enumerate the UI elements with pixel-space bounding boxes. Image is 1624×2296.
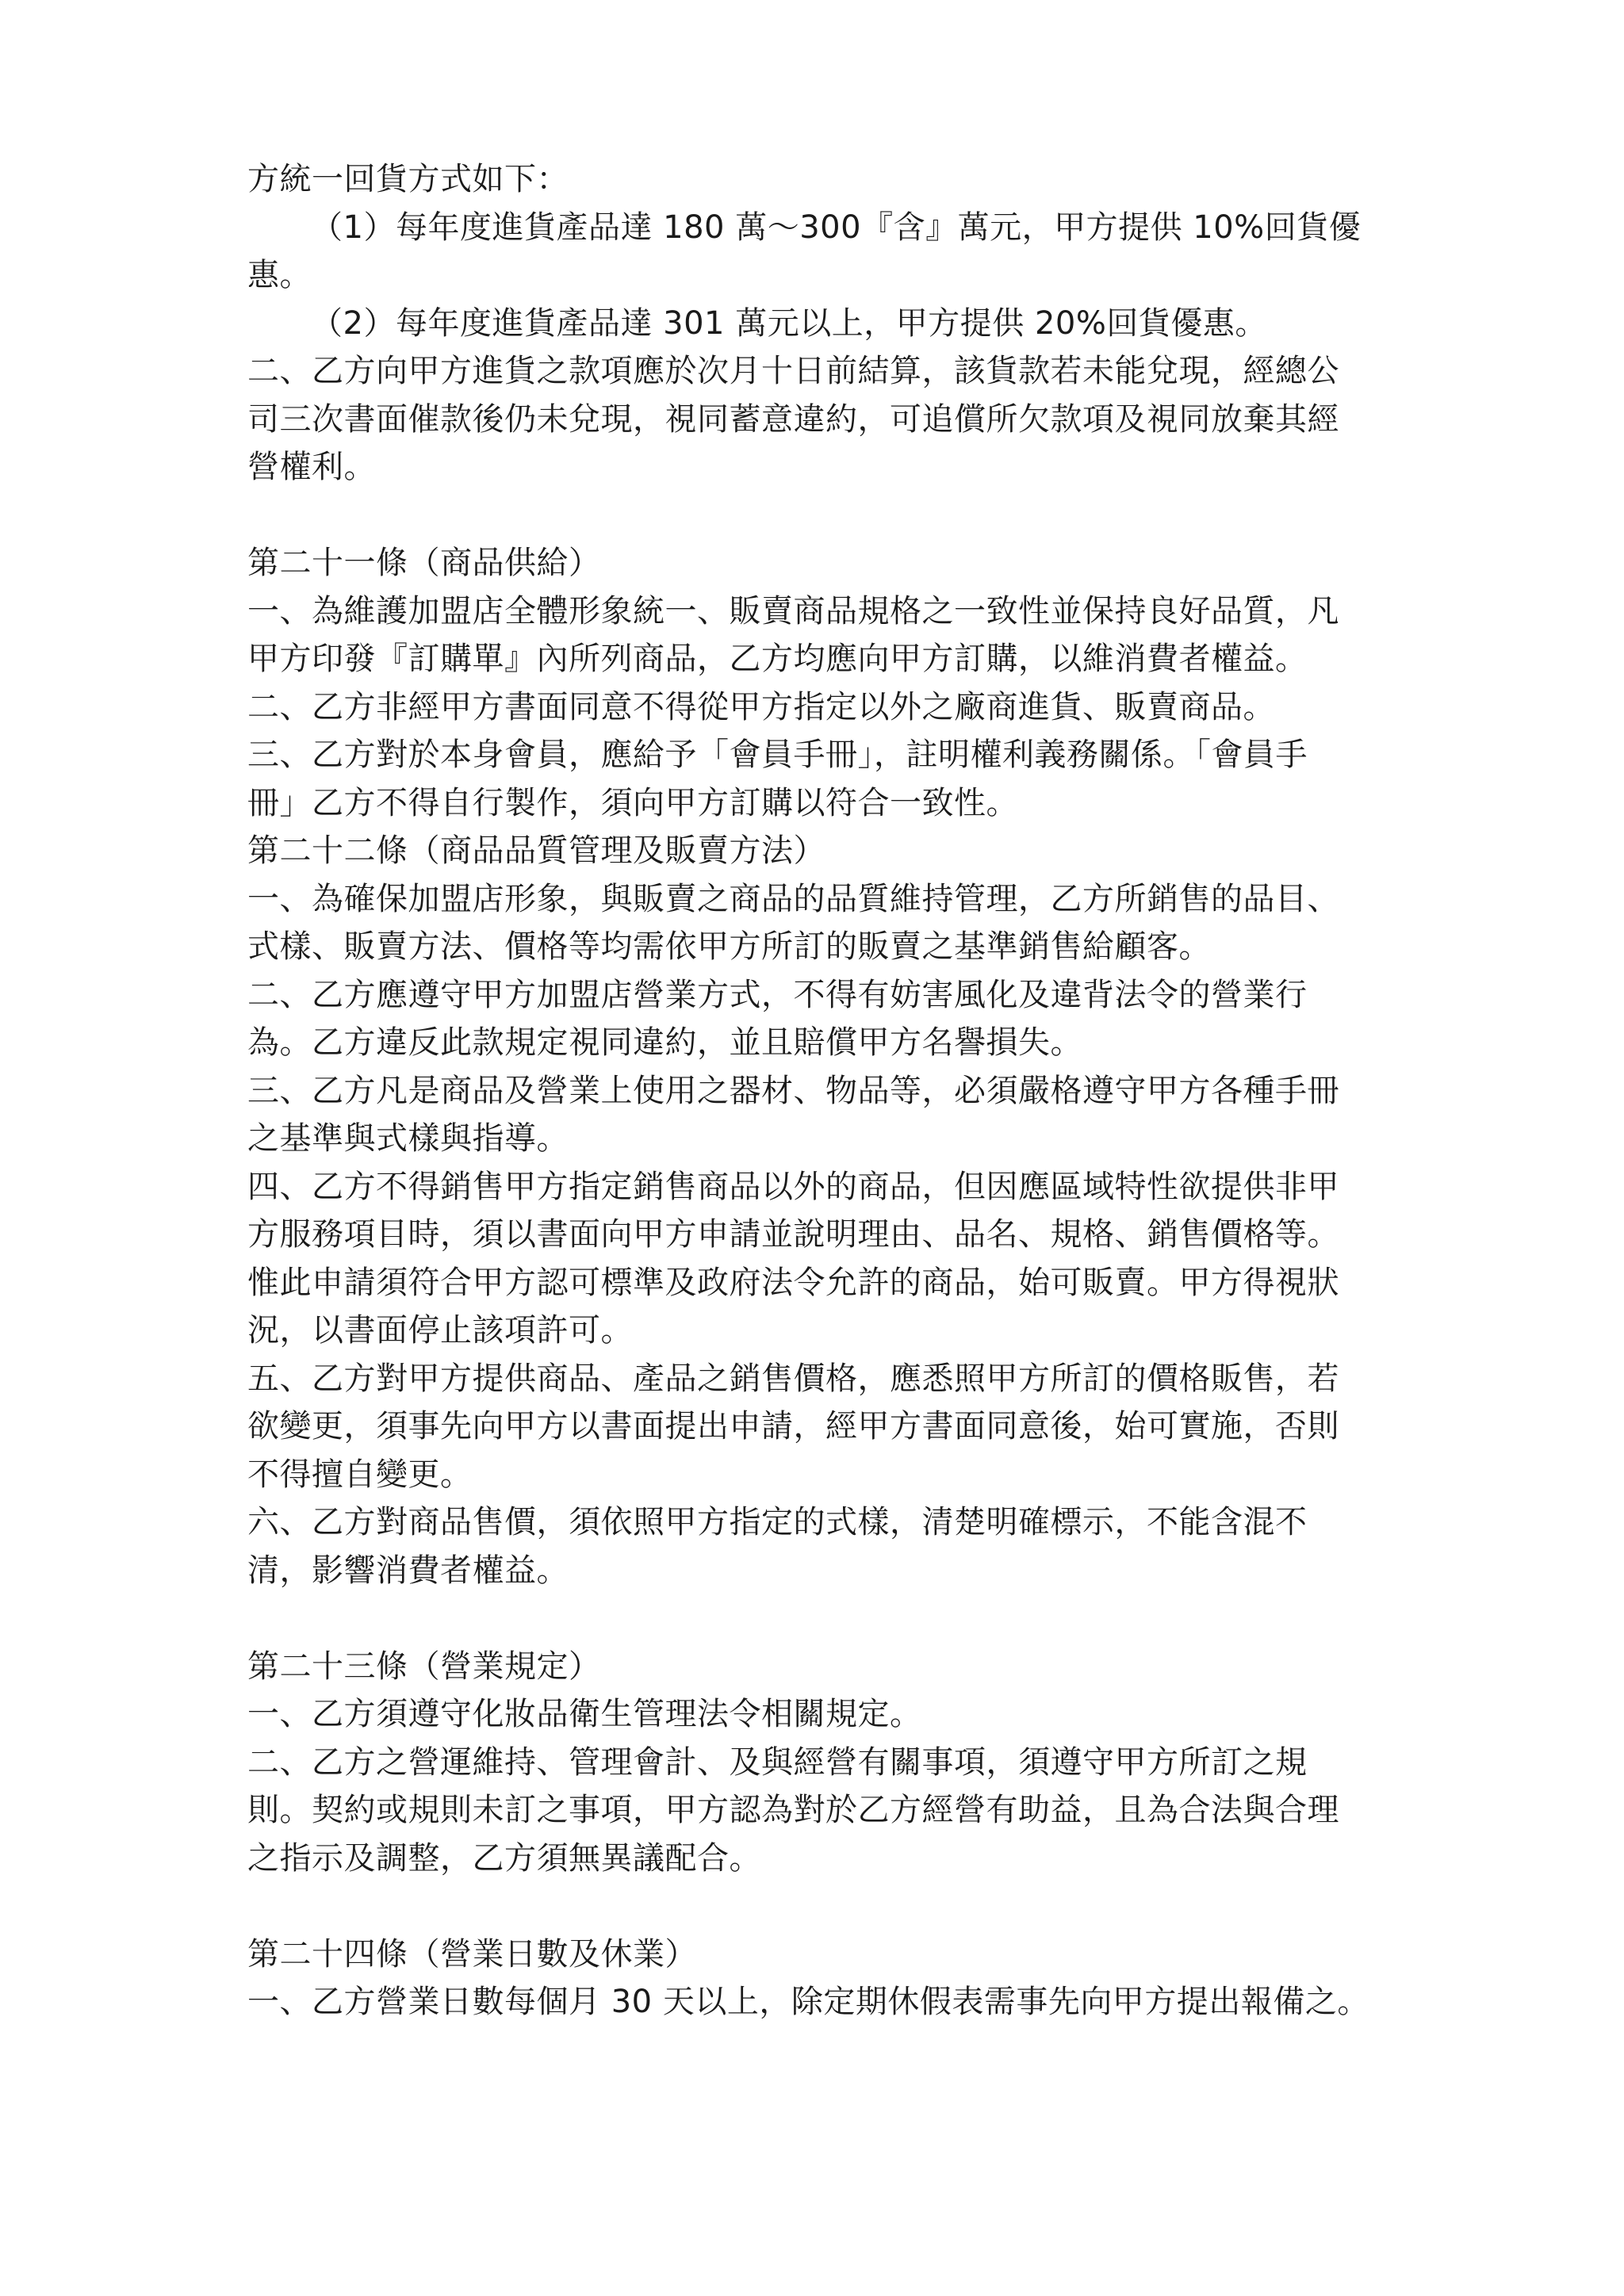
- text-line: 三、乙方對於本身會員，應給予「會員手冊」，註明權利義務關係。「會員手: [247, 737, 1308, 773]
- document-page: [247, 155, 1389, 2026]
- text-line: 五、乙方對甲方提供商品、產品之銷售價格，應悉照甲方所訂的價格販售，若: [247, 1360, 1339, 1397]
- text-line: 一、乙方營業日數每個月 30 天以上，除定期休假表需事先向甲方提出報備之。: [247, 1984, 1369, 2020]
- text-line: 方服務項目時，須以書面向甲方申請並說明理由、品名、規格、銷售價格等。: [247, 1216, 1339, 1253]
- text-line: 方統一回貨方式如下：: [247, 161, 569, 197]
- text-line: 清，影響消費者權益。: [247, 1552, 569, 1589]
- blank-line: [247, 492, 1389, 540]
- text-line: 二、乙方應遵守甲方加盟店營業方式，不得有妨害風化及違背法令的營業行: [247, 976, 1308, 1013]
- blank-line: [247, 1594, 1389, 1643]
- text-line: 不得擅自變更。: [247, 1456, 473, 1493]
- text-line: 三、乙方凡是商品及營業上使用之器材、物品等，必須嚴格遵守甲方各種手冊: [247, 1072, 1339, 1109]
- text-line: 為。乙方違反此款規定視同違約，並且賠償甲方名譽損失。: [247, 1024, 1082, 1061]
- text-line: 況，以書面停止該項許可。: [247, 1312, 633, 1349]
- article-heading: 第二十一條（商品供給）: [247, 545, 601, 581]
- text-line: 二、乙方之營運維持、管理會計、及與經營有關事項，須遵守甲方所訂之規: [247, 1743, 1308, 1781]
- text-line: 六、乙方對商品售價，須依照甲方指定的式樣，清楚明確標示，不能含混不: [247, 1504, 1308, 1540]
- text-line: 一、為確保加盟店形象，與販賣之商品的品質維持管理，乙方所銷售的品目、: [247, 880, 1339, 917]
- text-line: 甲方印發『訂購單』內所列商品，乙方均應向甲方訂購，以維消費者權益。: [247, 641, 1308, 677]
- text-line: 冊」乙方不得自行製作，須向甲方訂購以符合一致性。: [247, 784, 1018, 821]
- text-line: 司三次書面催款後仍未兌現，視同蓄意違約，可追償所欠款項及視同放棄其經: [247, 400, 1339, 438]
- text-line: 式樣、販賣方法、價格等均需依甲方所訂的販賣之基準銷售給顧客。: [247, 928, 1211, 965]
- text-line: （2）每年度進貨產品達 301 萬元以上，甲方提供 20%回貨優惠。: [311, 304, 1267, 342]
- text-line: 惠。: [247, 257, 312, 293]
- text-line: （1）每年度進貨產品達 180 萬～300『含』萬元，甲方提供 10%回貨優: [311, 209, 1362, 246]
- article-heading: 第二十三條（營業規定）: [247, 1647, 601, 1685]
- text-line: 則。契約或規則未訂之事項，甲方認為對於乙方經營有助益，且為合法與合理: [247, 1792, 1339, 1828]
- text-line: 之指示及調整，乙方須無異議配合。: [247, 1839, 761, 1877]
- text-line: 一、為維護加盟店全體形象統一、販賣商品規格之一致性並保持良好品質，凡: [247, 592, 1339, 629]
- text-line: 一、乙方須遵守化妝品衛生管理法令相關規定。: [247, 1696, 922, 1732]
- text-line: 四、乙方不得銷售甲方指定銷售商品以外的商品，但因應區域特性欲提供非甲: [247, 1168, 1339, 1205]
- text-line: 惟此申請須符合甲方認可標準及政府法令允許的商品，始可販賣。甲方得視狀: [247, 1264, 1339, 1301]
- article-heading: 第二十二條（商品品質管理及販賣方法）: [247, 832, 825, 869]
- text-line: 營權利。: [247, 449, 376, 485]
- text-line: 之基準與式樣與指導。: [247, 1120, 569, 1157]
- article-heading: 第二十四條（營業日數及休業）: [247, 1935, 697, 1973]
- blank-line: [247, 1882, 1389, 1931]
- text-line: 欲變更，須事先向甲方以書面提出申請，經甲方書面同意後，始可實施，否則: [247, 1408, 1339, 1445]
- text-line: 二、乙方非經甲方書面同意不得從甲方指定以外之廠商進貨、販賣商品。: [247, 688, 1275, 725]
- text-line: 二、乙方向甲方進貨之款項應於次月十日前結算，該貨款若未能兌現，經總公: [247, 353, 1339, 389]
